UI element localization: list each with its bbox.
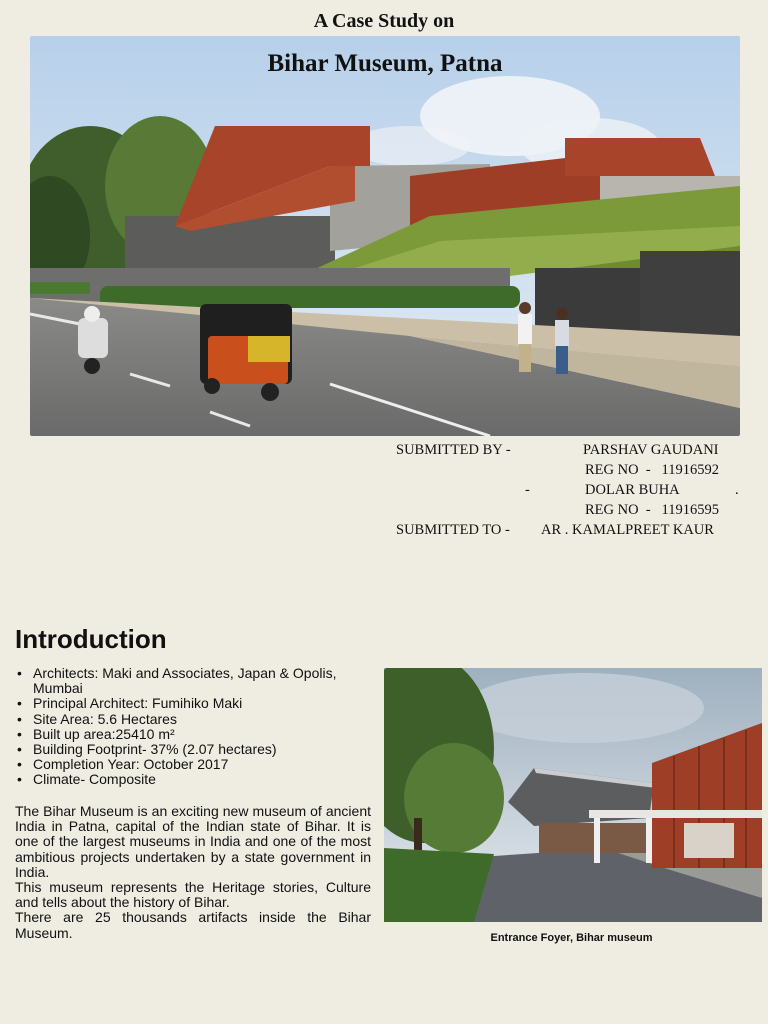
facts-list <box>15 666 372 788</box>
fact-climate: • Climate- Composite <box>15 772 372 787</box>
museum-title: Bihar Museum, Patna <box>267 50 503 77</box>
fact-site-area: • Site Area: 5.6 Hectares <box>15 712 372 727</box>
entrance-photo <box>384 668 762 922</box>
fact-building-footprint: • Building Footprint- 37% (2.07 hectares) <box>15 742 372 757</box>
fact-principal-architect: • Principal Architect: Fumihiko Maki <box>15 696 372 711</box>
fact-completion-year: • Completion Year: October 2017 <box>15 757 372 772</box>
entrance-foyer-photo-icon <box>384 668 762 922</box>
paragraph-artifacts: There are 25 thousands artifacts inside the Bihar Museum. <box>15 909 371 941</box>
hero-photo <box>30 36 740 436</box>
introduction-text <box>15 804 371 941</box>
student2-dash: - <box>525 482 530 498</box>
museum-exterior-photo-icon <box>30 36 740 436</box>
fact-built-up-area: • Built up area:25410 m² <box>15 727 372 742</box>
student2-name: DOLAR BUHA <box>585 482 680 498</box>
introduction-heading: Introduction <box>15 624 167 654</box>
submitted-to-name: AR . KAMALPREET KAUR <box>541 522 714 538</box>
submitted-to-label: SUBMITTED TO - <box>396 522 510 538</box>
student1-name: PARSHAV GAUDANI <box>583 442 719 458</box>
entrance-photo-caption: Entrance Foyer, Bihar museum <box>490 932 653 944</box>
case-study-label: A Case Study on <box>313 10 455 32</box>
student2-dot: . <box>735 482 739 498</box>
student1-reg: REG NO - 11916592 <box>585 462 719 478</box>
paragraph-overview: The Bihar Museum is an exciting new museum of ancient India in Patna, capital of the Indian state of Bihar. It is one of the largest museums in India and one of the most ambitious projects undertaken by a state government in India. <box>15 803 371 880</box>
paragraph-heritage: This museum represents the Heritage stories, Culture and tells about the history of Bihar. <box>15 879 371 911</box>
fact-architects: • Architects: Maki and Associates, Japan & Opolis, Mumbai <box>15 666 372 696</box>
submitted-by-label: SUBMITTED BY - <box>396 442 511 458</box>
student2-reg: REG NO - 11916595 <box>585 502 719 518</box>
